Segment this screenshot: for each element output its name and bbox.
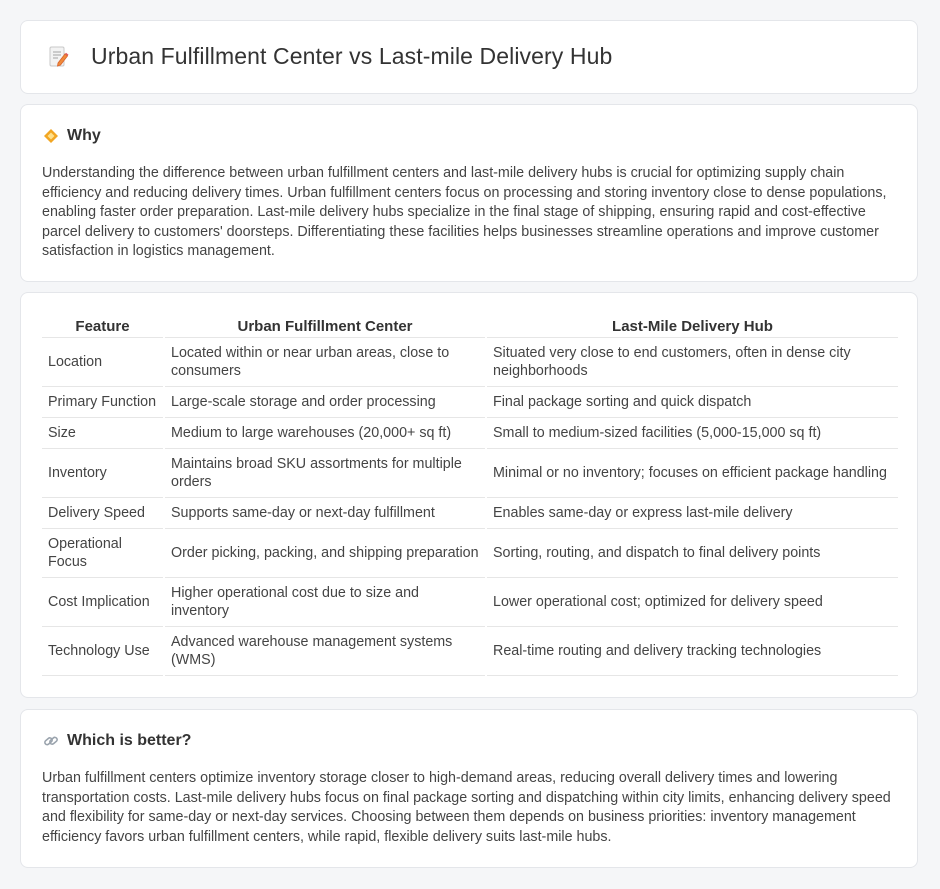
urban-cell: Large-scale storage and order processing	[164, 387, 486, 418]
comparison-card	[20, 292, 918, 698]
table-row	[42, 449, 898, 498]
last-mile-cell: Situated very close to end customers, often in dense city neighborhoods	[486, 338, 898, 387]
urban-cell: Medium to large warehouses (20,000+ sq ft)	[164, 418, 486, 449]
why-heading	[43, 127, 101, 145]
title-card	[20, 20, 918, 94]
why-card	[20, 104, 918, 282]
why-heading-label: Why	[67, 127, 101, 144]
table-row	[42, 418, 898, 449]
why-paragraph: Understanding the difference between urban fulfillment centers and last-mile delivery hubs is crucial for optimizing supply chain efficiency and reducing delivery times. Urban fulfillment centers focus on processing and storing inventory close to dense populations, enabling faster order preparation. Last-mile delivery hubs specialize in the final stage of shipping, ensuring rapid and cost-effective parcel delivery to customers' doorsteps. Differentiating these facilities helps businesses streamline operations and improve customer satisfaction in logistics management.	[42, 165, 887, 259]
column-header-urban-fulfillment: Urban Fulfillment Center	[164, 315, 486, 338]
table-row	[42, 627, 898, 676]
diamond-icon	[43, 128, 59, 144]
comparison-table	[42, 315, 898, 676]
last-mile-cell: Small to medium-sized facilities (5,000-15,000 sq ft)	[486, 418, 898, 449]
last-mile-cell: Sorting, routing, and dispatch to final delivery points	[486, 529, 898, 578]
feature-cell: Primary Function	[42, 387, 164, 418]
feature-cell: Technology Use	[42, 627, 164, 676]
urban-cell: Supports same-day or next-day fulfillment	[164, 498, 486, 529]
last-mile-cell: Final package sorting and quick dispatch	[486, 387, 898, 418]
column-header-last-mile: Last-Mile Delivery Hub	[486, 315, 898, 338]
table-row	[42, 338, 898, 387]
feature-cell: Location	[42, 338, 164, 387]
last-mile-cell: Real-time routing and delivery tracking technologies	[486, 627, 898, 676]
table-row	[42, 387, 898, 418]
page-title: Urban Fulfillment Center vs Last-mile Delivery Hub	[91, 43, 613, 69]
better-card	[20, 709, 918, 868]
feature-cell: Size	[42, 418, 164, 449]
last-mile-cell: Minimal or no inventory; focuses on efficient package handling	[486, 449, 898, 498]
feature-cell: Inventory	[42, 449, 164, 498]
link-icon	[43, 733, 59, 749]
table-row	[42, 578, 898, 627]
urban-cell: Higher operational cost due to size and inventory	[164, 578, 486, 627]
column-header-feature: Feature	[42, 315, 164, 338]
better-heading-label: Which is better?	[67, 732, 192, 749]
urban-cell: Order picking, packing, and shipping preparation	[164, 529, 486, 578]
document-edit-icon	[45, 44, 71, 70]
feature-cell: Operational Focus	[42, 529, 164, 578]
last-mile-cell: Enables same-day or express last-mile delivery	[486, 498, 898, 529]
urban-cell: Located within or near urban areas, close to consumers	[164, 338, 486, 387]
urban-cell: Maintains broad SKU assortments for multiple orders	[164, 449, 486, 498]
last-mile-cell: Lower operational cost; optimized for delivery speed	[486, 578, 898, 627]
urban-cell: Advanced warehouse management systems (WMS)	[164, 627, 486, 676]
feature-cell: Cost Implication	[42, 578, 164, 627]
table-row	[42, 498, 898, 529]
table-row	[42, 529, 898, 578]
table-header-row	[42, 315, 898, 338]
better-paragraph: Urban fulfillment centers optimize inventory storage closer to high-demand areas, reducing overall delivery times and lowering transportation costs. Last-mile delivery hubs focus on final package sorting and dispatching within city limits, enhancing delivery speed and flexibility for same-day or next-day services. Choosing between them depends on business priorities: inventory management efficiency favors urban fulfillment centers, while rapid, flexible delivery suits last-mile hubs.	[42, 770, 891, 845]
feature-cell: Delivery Speed	[42, 498, 164, 529]
better-heading	[43, 732, 191, 750]
title-row	[45, 43, 612, 70]
